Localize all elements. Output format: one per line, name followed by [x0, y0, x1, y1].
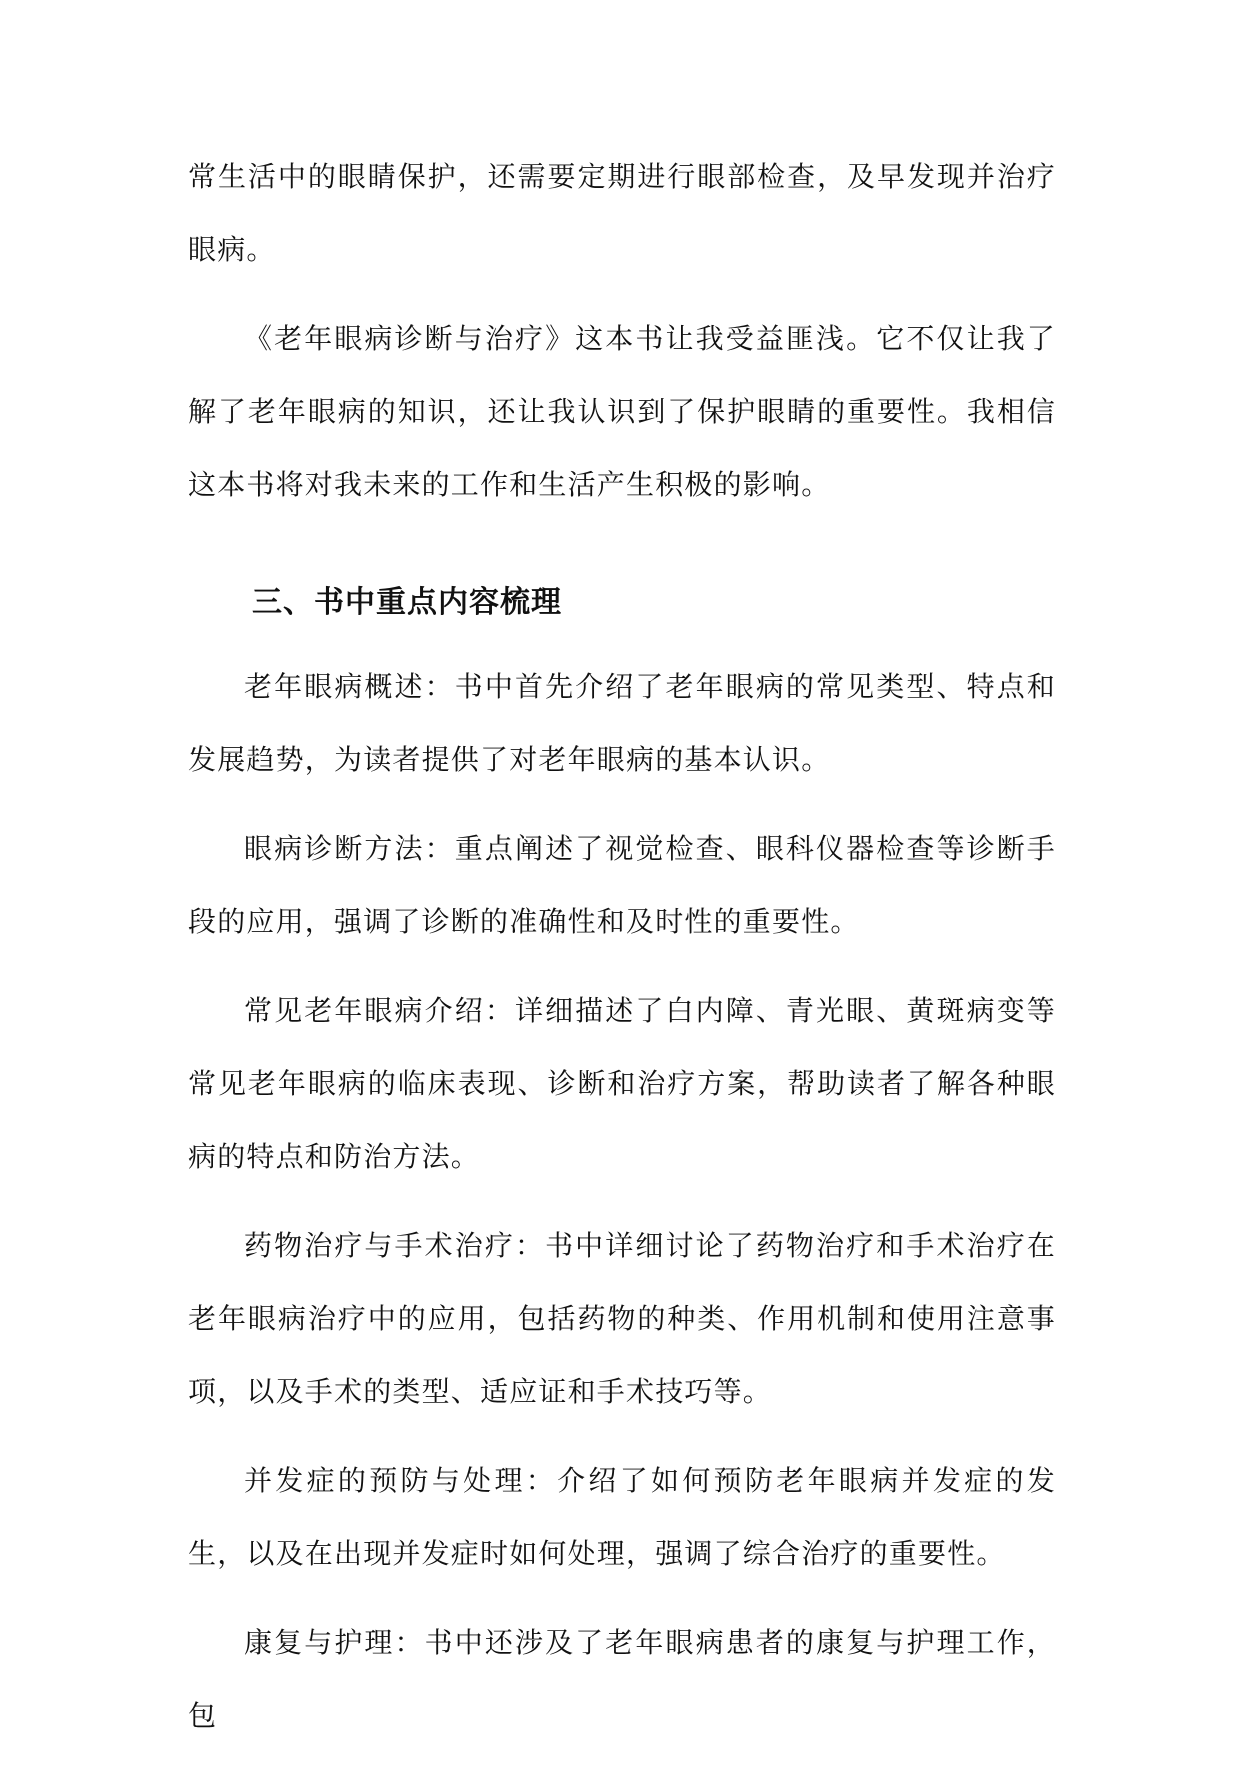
section-heading: 三、书中重点内容梳理: [252, 585, 562, 620]
paragraph-overview: 老年眼病概述：书中首先介绍了老年眼病的常见类型、特点和发展趋势，为读者提供了对老年眼病的基本认识。: [188, 670, 1056, 776]
paragraph-common-diseases: 常见老年眼病介绍：详细描述了白内障、青光眼、黄斑病变等常见老年眼病的临床表现、诊断和治疗方案，帮助读者了解各种眼病的特点和防治方法。: [188, 994, 1056, 1173]
paragraph-diagnosis-methods: 眼病诊断方法：重点阐述了视觉检查、眼科仪器检查等诊断手段的应用，强调了诊断的准确性和及时性的重要性。: [188, 832, 1056, 938]
paragraph-book-reflection: 《老年眼病诊断与治疗》这本书让我受益匪浅。它不仅让我了解了老年眼病的知识，还让我认识到了保护眼睛的重要性。我相信这本书将对我未来的工作和生活产生积极的影响。: [188, 322, 1056, 501]
document-body: [188, 140, 1056, 1768]
paragraph-rehab-and-care: 康复与护理：书中还涉及了老年眼病患者的康复与护理工作，包: [188, 1626, 1056, 1732]
paragraph-complications: 并发症的预防与处理：介绍了如何预防老年眼病并发症的发生，以及在出现并发症时如何处理，强调了综合治疗的重要性。: [188, 1464, 1056, 1570]
paragraph-drug-and-surgery: 药物治疗与手术治疗：书中详细讨论了药物治疗和手术治疗在老年眼病治疗中的应用，包括药物的种类、作用机制和使用注意事项，以及手术的类型、适应证和手术技巧等。: [188, 1229, 1056, 1408]
paragraph-continued-eye-care: 常生活中的眼睛保护，还需要定期进行眼部检查，及早发现并治疗眼病。: [188, 160, 1056, 266]
